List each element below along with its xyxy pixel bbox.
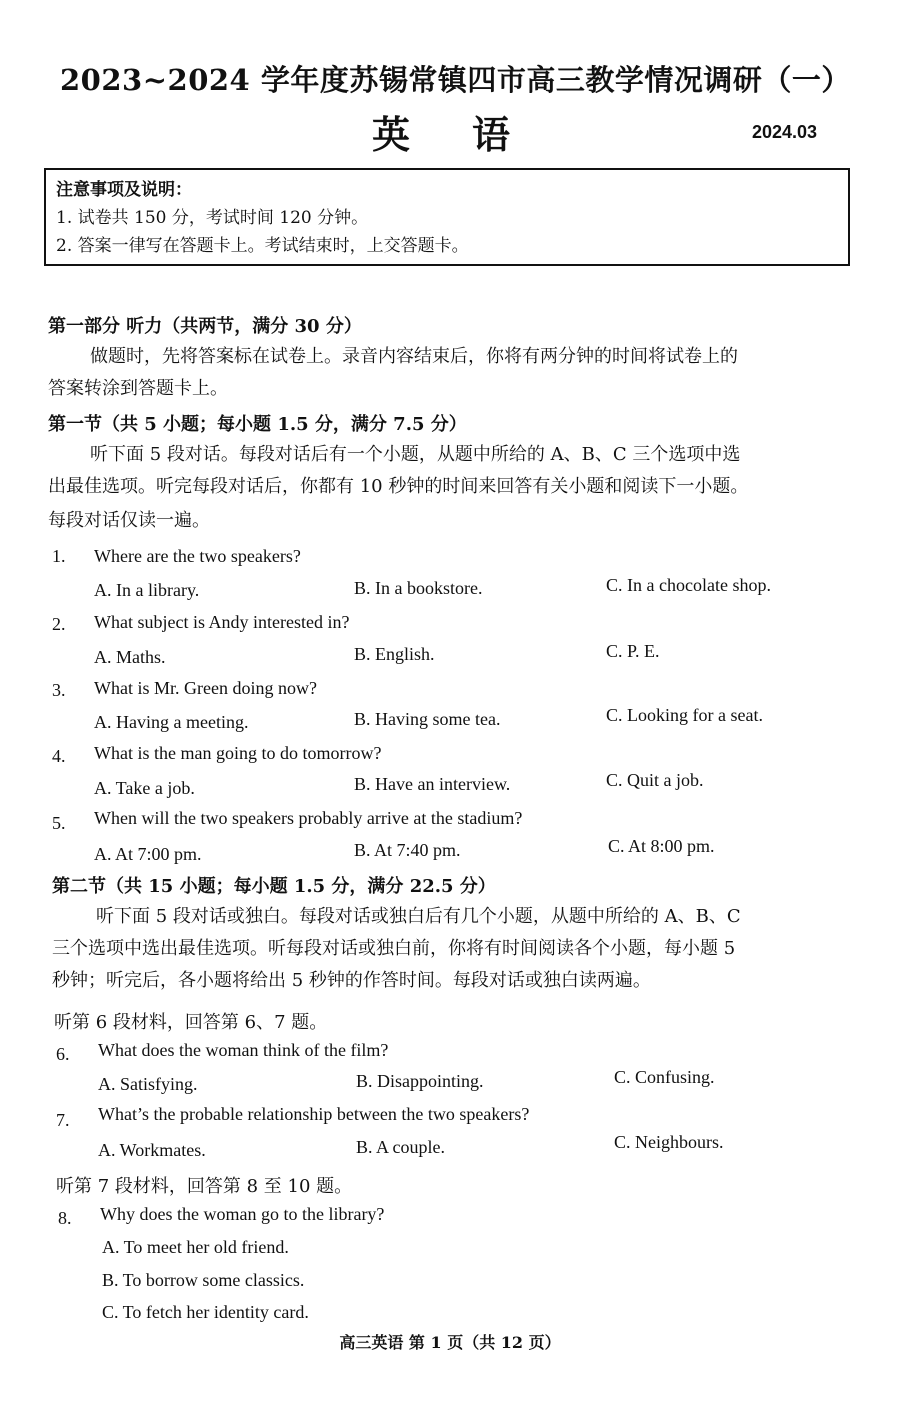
section1-line1: 听下面 5 段对话。每段对话后有一个小题，从题中所给的 A、B、C 三个选项中选 — [90, 444, 741, 465]
question-text: What is the man going to do tomorrow? — [94, 743, 382, 763]
question-text: What subject is Andy interested in? — [94, 612, 350, 632]
question-text: What’s the probable relationship between the two speakers? — [98, 1104, 530, 1124]
option-c: C. Looking for a seat. — [606, 705, 763, 725]
section2-line2: 三个选项中选出最佳选项。听每段对话或独白前，你将有时间阅读各个小题，每小题 5 — [52, 938, 736, 959]
option-b: B. At 7:40 pm. — [354, 840, 461, 860]
option-a: A. Having a meeting. — [94, 712, 249, 732]
option-a: A. Take a job. — [94, 778, 195, 798]
option-a: A. To meet her old friend. — [102, 1237, 289, 1257]
option-b: B. English. — [354, 644, 435, 664]
material-6-note: 听第 6 段材料，回答第 6、7 题。 — [54, 1012, 328, 1033]
question-number: 2. — [52, 614, 66, 634]
option-a: A. In a library. — [94, 580, 200, 600]
exam-date: 2024.03 — [752, 122, 818, 142]
option-b: B. A couple. — [356, 1137, 445, 1157]
notice-box — [44, 168, 850, 266]
question-number: 6. — [56, 1044, 70, 1064]
notice-title: 注意事项及说明： — [56, 180, 192, 200]
option-c: C. Neighbours. — [614, 1132, 724, 1152]
section2-heading: 第二节（共 15 小题；每小题 1.5 分，满分 22.5 分） — [52, 876, 496, 897]
section2-line3: 秒钟；听完后，各小题将给出 5 秒钟的作答时间。每段对话或独白读两遍。 — [52, 970, 651, 991]
question-text: What is Mr. Green doing now? — [94, 678, 317, 698]
page-footer: 高三英语 第 1 页（共 12 页） — [339, 1333, 561, 1352]
question-number: 7. — [56, 1110, 70, 1130]
section2-line1: 听下面 5 段对话或独白。每段对话或独白后有几个小题，从题中所给的 A、B、C — [96, 906, 741, 927]
option-b: B. Having some tea. — [354, 709, 501, 729]
question-number: 4. — [52, 746, 66, 766]
question-number: 1. — [52, 546, 66, 566]
part1-intro-line2: 答案转涂到答题卡上。 — [48, 378, 228, 399]
option-a: A. Maths. — [94, 647, 166, 667]
notice-item: 1. 试卷共 150 分，考试时间 120 分钟。 — [56, 208, 369, 228]
option-c: C. Confusing. — [614, 1067, 715, 1087]
option-b: B. Have an interview. — [354, 774, 511, 794]
option-b: B. Disappointing. — [356, 1071, 484, 1091]
subject-title: 英语 — [372, 112, 573, 157]
question-number: 8. — [58, 1208, 72, 1228]
option-c: C. Quit a job. — [606, 770, 704, 790]
option-c: C. At 8:00 pm. — [608, 836, 715, 856]
exam-title: 2023~2024 学年度苏锡常镇四市高三教学情况调研（一） — [60, 63, 851, 97]
option-c: C. To fetch her identity card. — [102, 1302, 309, 1322]
question-text: Where are the two speakers? — [94, 546, 301, 566]
part1-heading: 第一部分 听力（共两节，满分 30 分） — [48, 316, 362, 337]
option-a: A. Workmates. — [98, 1140, 206, 1160]
question-number: 5. — [52, 813, 66, 833]
notice-item: 2. 答案一律写在答题卡上。考试结束时，上交答题卡。 — [56, 236, 469, 256]
section1-line2: 出最佳选项。听完每段对话后，你都有 10 秒钟的时间来回答有关小题和阅读下一小题。 — [48, 476, 749, 497]
option-a: A. At 7:00 pm. — [94, 844, 202, 864]
material-7-note: 听第 7 段材料，回答第 8 至 10 题。 — [56, 1176, 353, 1197]
option-a: A. Satisfying. — [98, 1074, 198, 1094]
option-c: C. P. E. — [606, 641, 660, 661]
option-c: C. In a chocolate shop. — [606, 575, 771, 595]
part1-intro-line1: 做题时，先将答案标在试卷上。录音内容结束后，你将有两分钟的时间将试卷上的 — [90, 346, 738, 367]
option-b: B. In a bookstore. — [354, 578, 483, 598]
section1-heading: 第一节（共 5 小题；每小题 1.5 分，满分 7.5 分） — [48, 414, 467, 435]
question-number: 3. — [52, 680, 66, 700]
option-b: B. To borrow some classics. — [102, 1270, 305, 1290]
question-text: What does the woman think of the film? — [98, 1040, 389, 1060]
section1-line3: 每段对话仅读一遍。 — [48, 510, 210, 531]
question-text: Why does the woman go to the library? — [100, 1204, 385, 1224]
question-text: When will the two speakers probably arrive at the stadium? — [94, 808, 523, 828]
